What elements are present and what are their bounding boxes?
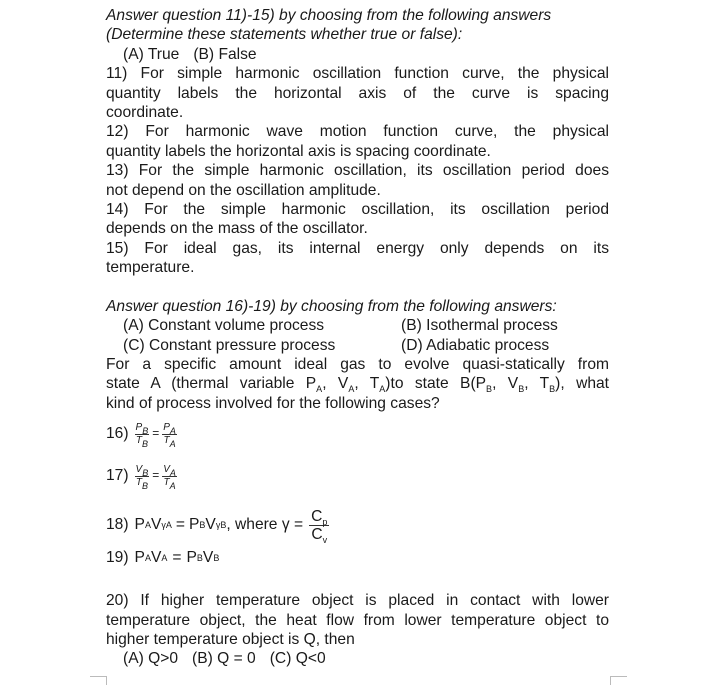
q15-line1: 15) For ideal gas, its internal energy only depends on its (106, 239, 609, 257)
intro-line1: For a specific amount ideal gas to evolve quasi-statically from (106, 355, 609, 373)
q17-label: 17) (106, 467, 129, 485)
q20-option-b: (B) Q = 0 (192, 650, 256, 668)
option-true: (A) True (123, 45, 180, 63)
q16-label: 16) (106, 425, 129, 443)
q18-equation: 18) P A V γ A = P B V γ B , where γ = $\frac{C_p}{C_v}$ (106, 507, 328, 545)
section1-options (106, 45, 609, 64)
q20-line2: temperature object, the heat flow from lower temperature object to (106, 611, 609, 629)
section1-header: Answer question 11)-15) by choosing from the following answers (106, 7, 552, 24)
option-isothermal: (B) Isothermal process (401, 317, 558, 335)
section2-header: Answer question 16)-19) by choosing from the following answers: (106, 297, 557, 315)
gamma-fraction: $\frac{C_p}{C_v}$ (311, 507, 328, 545)
q14-line2: depends on the mass of the oscillator. (106, 220, 368, 238)
option-constant-pressure: (C) Constant pressure process (123, 336, 336, 354)
section2-options-row2 (106, 336, 609, 355)
section2-options-row1 (106, 316, 609, 335)
crop-mark-bottom-right (610, 676, 627, 685)
q18-label: 18) (106, 516, 129, 534)
question-page (106, 6, 609, 669)
q17-right-fraction: $\frac{V_A}{T_A}$ (163, 463, 176, 491)
q17-equation: 17) $\frac{V_B}{T_B}$ = $\frac{V_A}{T_A}$ (106, 463, 176, 491)
q20-option-a: (A) Q>0 (123, 650, 179, 668)
q19-equation: 19) P A V A = P B V B (106, 549, 220, 567)
q15-line2: temperature. (106, 259, 195, 277)
q13-line2: not depend on the oscillation amplitude. (106, 181, 381, 199)
q11-line2: quantity labels the horizontal axis of the curve is spacing (106, 84, 609, 102)
q20-options (106, 649, 609, 668)
q14-line1: 14) For the simple harmonic oscillation, its oscillation period (106, 201, 609, 219)
option-adiabatic: (D) Adiabatic process (401, 336, 550, 354)
q13-line1: 13) For the simple harmonic oscillation, its oscillation period does (106, 162, 609, 180)
q20-line1: 20) If higher temperature object is placed in contact with lower (106, 592, 609, 610)
q20-option-c: (C) Q<0 (269, 650, 326, 668)
q16-left-fraction: $\frac{P_B}{T_B}$ (135, 421, 149, 449)
q20-line3: higher temperature object is Q, then (106, 630, 355, 648)
q12-line2: quantity labels the horizontal axis is spacing coordinate. (106, 142, 491, 160)
q11-line3: coordinate. (106, 104, 184, 122)
option-false: (B) False (193, 45, 257, 63)
q17-left-fraction: $\frac{V_B}{T_B}$ (135, 463, 149, 491)
q19-label: 19) (106, 549, 129, 567)
q16-right-fraction: $\frac{P_A}{T_A}$ (163, 421, 176, 449)
q12-line1: 12) For harmonic wave motion function curve, the physical (106, 123, 609, 141)
intro-line3: kind of process involved for the following cases? (106, 394, 440, 412)
crop-mark-bottom-left (90, 676, 107, 685)
q11-line1: 11) For simple harmonic oscillation function curve, the physical (106, 65, 609, 83)
option-constant-volume: (A) Constant volume process (123, 317, 325, 335)
section1-header-2: (Determine these statements whether true or false): (106, 26, 463, 44)
q16-equation: 16) $\frac{P_B}{T_B}$ = $\frac{P_A}{T_A}$ (106, 421, 176, 449)
intro-line2: state A (thermal variable $P_A$, $V_A$, $T_A)to$ state $B(P_B$, $V_B$, $T_B$), what (106, 375, 610, 395)
